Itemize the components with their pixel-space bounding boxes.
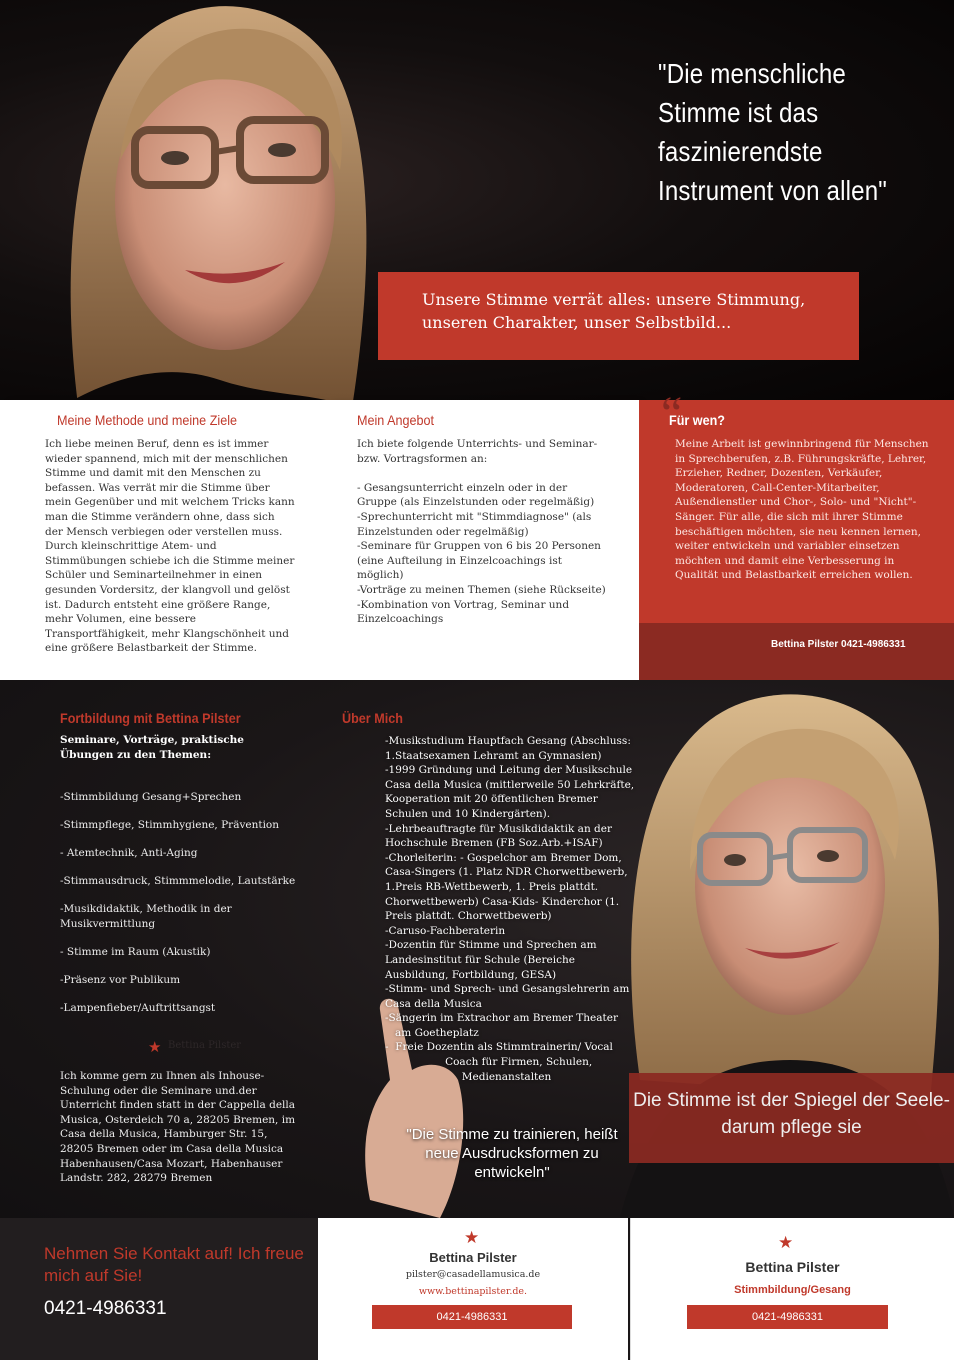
angebot-column xyxy=(322,400,639,680)
middle-section xyxy=(0,680,954,1218)
bio-line: -Stimm- und Sprech- und Gesangslehrerin am Casa della Musica xyxy=(385,983,633,1010)
contact-panel xyxy=(0,1218,318,1360)
contact-phone[interactable]: 0421-4986331 xyxy=(44,1298,167,1319)
bio-line: -Sängerin im Extrachor am Bremer Theater am Goetheplatz xyxy=(385,1012,618,1039)
mirror-quote: Die Stimme ist der Spiegel der Seele- darum pflege sie xyxy=(633,1090,950,1138)
uebermich-title: Über Mich xyxy=(342,710,403,726)
ghost-signature: Bettina Pilster xyxy=(168,1040,242,1051)
list-item: -Stimmpflege, Stimmhygiene, Prävention xyxy=(60,819,280,831)
portrait-photo-1 xyxy=(40,0,380,400)
bio-line: -Caruso-Fachberaterin xyxy=(385,924,506,937)
methode-column xyxy=(0,400,322,680)
contact-heading: Nehmen Sie Kontakt auf! Ich freue mich auf Sie! xyxy=(44,1244,304,1285)
star-icon: ★ xyxy=(464,1228,480,1248)
fortbildung-title: Fortbildung mit Bettina Pilster xyxy=(60,710,241,726)
fuerwen-signature: Bettina Pilster 0421-4986331 xyxy=(771,639,906,650)
fuerwen-title: Für wen? xyxy=(669,412,726,428)
fuerwen-text: Meine Arbeit ist gewinnbringend für Menschen in Sprechberufen, z.B. Führungskräfte, Lehrer, Erzieher, Redner, Dozenten, Verkäufer, Moderatoren, Call-Center-Mitarbeiter, Außendienstler und Chor-, Solo- und "Nicht"-Sänger. Für alle, die sich mit ihrer Stimme beschäftigen möchten, sie neu kennen lernen, weiter entwickeln und variabler einsetzen möchten und damit eine Verbesserung in Qualität und Belastbarkeit erreichen wollen. xyxy=(675,438,929,582)
bio-line: -Lehrbeauftragte für Musikdidaktik an der Hochschule Bremen (FB Soz.Arb.+ISAF) xyxy=(385,822,616,850)
fuerwen-column xyxy=(639,387,954,623)
angebot-title: Mein Angebot xyxy=(357,412,435,428)
bio-line: -Chorleiterin: - Gospelchor am Bremer Dom, Casa-Singers (1. Platz NDR Chorwettbewerb, 1.Preis RB-Wettbewerb, 1. Preis plattdt. Chorwettbewerb) Casa-Kids- Kinderchor (1. Preis plattdt. Chorwettbewerb) xyxy=(385,851,631,923)
hero-quote: "Die menschliche Stimme ist das faszinierendste Instrument von allen" xyxy=(658,58,888,206)
hero-tagline-box xyxy=(378,272,859,360)
business-card-2 xyxy=(630,1218,954,1360)
hero-tagline: Unsere Stimme verrät alles: unsere Stimmung, unseren Charakter, unser Selbstbild... xyxy=(422,290,806,332)
star-icon: ★ xyxy=(778,1233,794,1253)
star-icon: ★ xyxy=(148,1038,162,1056)
list-item: - Stimme im Raum (Akustik) xyxy=(60,945,211,958)
business-card-1 xyxy=(318,1218,628,1360)
fuerwen-footer xyxy=(639,623,954,680)
fortbildung-topic-list xyxy=(60,790,310,1029)
hero-section xyxy=(0,0,954,400)
quote-mark-icon: “ xyxy=(661,387,683,440)
card2-subtitle: Stimmbildung/Gesang xyxy=(734,1284,851,1296)
fortbildung-subtitle: Seminare, Vorträge, praktische Übungen zu den Themen: xyxy=(60,734,244,761)
methode-title: Meine Methode und meine Ziele xyxy=(57,412,238,428)
card2-phone-button[interactable]: 0421-4986331 xyxy=(687,1305,888,1329)
card2-name: Bettina Pilster xyxy=(745,1259,840,1275)
mirror-quote-box xyxy=(629,1073,954,1163)
card1-email[interactable]: pilster@casadellamusica.de xyxy=(405,1269,541,1280)
bio-line: - Freie Dozentin als Stimmtrainerin/ Vocal Coach für Firmen, Schulen, Medienanstalten xyxy=(385,1041,613,1083)
card1-website[interactable]: www.bettinapilster.de. xyxy=(418,1286,528,1297)
list-item: -Stimmausdruck, Stimmmelodie, Lautstärke xyxy=(60,875,296,887)
uebermich-bio xyxy=(385,734,638,1084)
bio-line: -1999 Gründung und Leitung der Musikschule Casa della Musica (mittlerweile 50 Lehrkräfte, Kooperation mit 20 öffentlichen Bremer Schulen und 10 Kindergärten). xyxy=(385,764,638,820)
bio-line: -Dozentin für Stimme und Sprechen am Landesinstitut für Schule (Bereiche Ausbildung, Fortbildung, GESA) xyxy=(385,939,600,981)
list-item: -Lampenfieber/Auftrittsangst xyxy=(60,1001,216,1014)
training-quote: "Die Stimme zu trainieren, heißt neue Ausdrucksformen zu entwickeln" xyxy=(406,1126,618,1181)
card1-name: Bettina Pilster xyxy=(429,1250,517,1265)
fortbildung-location-text: Ich komme gern zu Ihnen als Inhouse-Schulung oder die Seminare und.der Unterricht finden statt in der Cappella della Musica, Osterdeich 70 a, 28205 Bremen, im Casa della Musica, Hamburger Str. 15, 28205 Bremen oder im Casa della Musica Habenhausen/Casa Mozart, Habenhauser Landstr. 282, 28279 Bremen xyxy=(60,1070,296,1185)
card1-phone-button[interactable]: 0421-4986331 xyxy=(372,1305,572,1329)
methode-text: Ich liebe meinen Beruf, denn es ist immer wieder spannend, mich mit der menschlichen Stimme und damit mit den Menschen zu befassen. Was verrät mir die Stimme über mein Gegenüber und mit welchem Tricks kann man die Stimme verändern ohne, dass sich der Mensch verbiegen oder verstellen muss. Durch kleinschrittige Atem- und Stimmübungen schiebe ich die Stimme meiner Schüler und Seminarteilnehmer in einen gesunden Vordersitz, der klangvoll und gelöst ist. Dadurch entsteht eine größere Range, mehr Volumen, eine bessere Transportfähigkeit, mehr Klangschönheit und eine größere Belastbarkeit der Stimme. xyxy=(45,438,295,655)
list-item: - Atemtechnik, Anti-Aging xyxy=(60,847,198,859)
bio-line: -Musikstudium Hauptfach Gesang (Abschluss: 1.Staatsexamen Lehramt an Gymnasien) xyxy=(385,735,635,762)
list-item: -Musikdidaktik, Methodik in der Musikvermittlung xyxy=(60,903,232,930)
list-item: -Präsenz vor Publikum xyxy=(60,973,181,986)
angebot-text: Ich biete folgende Unterrichts- und Seminar- bzw. Vortragsformen an: - Gesangsunterricht einzeln oder in der Gruppe (als Einzelstunden oder regelmäßig) -Sprechunterricht mit "Stimmdiagnose" (als Einzelstunden oder regelmäßig) -Seminare für Gruppen von 6 bis 20 Personen (eine Aufteilung in Einzelcoachings ist möglich) -Vorträge zu meinen Themen (siehe Rückseite) -Kombination von Vortrag, Seminar und Einzelcoachings xyxy=(357,438,606,626)
list-item: -Stimmbildung Gesang+Sprechen xyxy=(60,791,242,803)
